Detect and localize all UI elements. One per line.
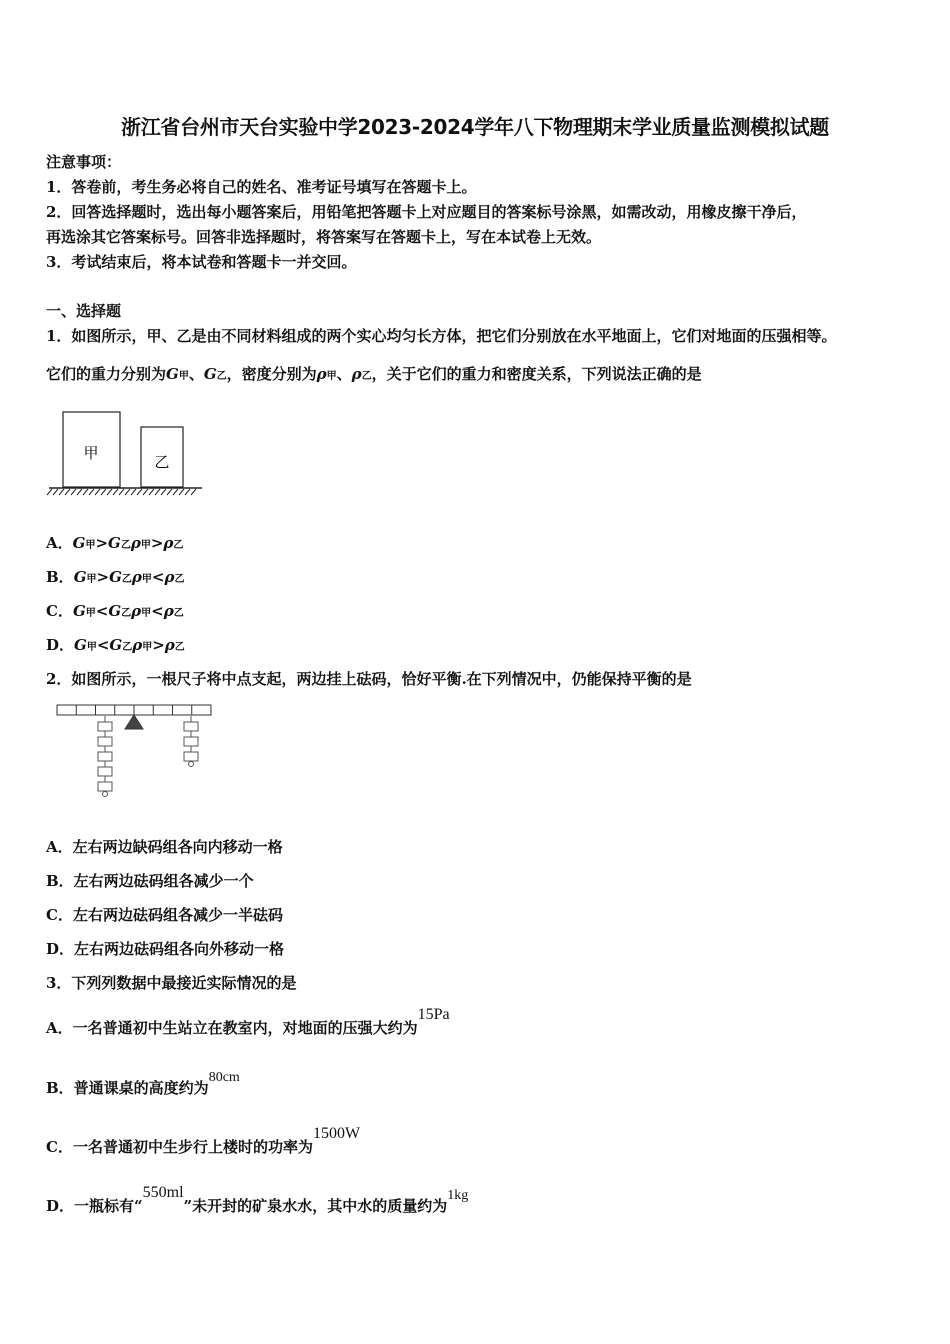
hatch-mark <box>137 489 142 495</box>
weight-block <box>184 722 198 731</box>
weight-block <box>98 737 112 746</box>
q3-option-b[interactable]: B．普通课桌的高度约为80cm <box>46 1070 240 1097</box>
block-yi-label: 乙 <box>154 453 170 471</box>
q2-stem: 2．如图所示，一根尺子将中点支起，两边挂上砝码，恰好平衡.在下列情况中，仍能保持平衡的是 <box>46 670 692 688</box>
hatch-mark <box>167 489 172 495</box>
q3-option-a[interactable]: A．一名普通初中生站立在教室内，对地面的压强大约为15Pa <box>46 1006 450 1037</box>
notice-item-2-cont: 再选涂其它答案标号。回答非选择题时，将答案写在答题卡上，写在本试卷上无效。 <box>46 228 602 246</box>
notice-item-2: 2．回答选择题时，选出每小题答案后，用铅笔把答题卡上对应题目的答案标号涂黑，如需改动，用橡皮擦干净后， <box>46 203 807 221</box>
q3-c-value: 1500W <box>312 1125 361 1142</box>
hatch-mark <box>143 489 148 495</box>
q3-stem: 3．下列列数据中最接近实际情况的是 <box>46 974 297 992</box>
hatch-mark <box>71 489 76 495</box>
hatch-mark <box>155 489 160 495</box>
q3-a-value: 15Pa <box>417 1006 450 1023</box>
hatch-mark <box>101 489 106 495</box>
q2-option-c[interactable]: C．左右两边砝码组各减少一半砝码 <box>46 906 283 924</box>
q1-stem-line2: 它们的重力分别为G甲、G乙，密度分别为ρ甲、ρ乙，关于它们的重力和密度关系，下列说法正确的是 <box>46 365 702 383</box>
hatch-mark <box>47 489 52 495</box>
q1-option-b[interactable]: B．G甲>G乙ρ甲<ρ乙 <box>46 568 185 586</box>
weight-block <box>184 752 198 761</box>
hatch-mark <box>77 489 82 495</box>
q3-b-value: 80cm <box>208 1070 240 1085</box>
q1-stem-line1: 1．如图所示，甲、乙是由不同材料组成的两个实心均匀长方体，把它们分别放在水平地面上，它们对地面的压强相等。 <box>46 327 837 345</box>
q2-option-b[interactable]: B．左右两边砝码组各减少一个 <box>46 872 254 890</box>
hatch-mark <box>161 489 166 495</box>
hatch-mark <box>119 489 124 495</box>
q1-figure <box>44 405 209 500</box>
hatch-mark <box>53 489 58 495</box>
hatch-mark <box>83 489 88 495</box>
q2-option-d[interactable]: D．左右两边砝码组各向外移动一格 <box>46 940 285 958</box>
hatch-mark <box>95 489 100 495</box>
q2-lever-figure <box>52 700 217 800</box>
notice-item-1: 1．答卷前，考生务必将自己的姓名、准考证号填写在答题卡上。 <box>46 178 477 196</box>
q3-option-d[interactable]: D．一瓶标有“550ml”未开封的矿泉水水，其中水的质量约为1kg <box>46 1184 469 1215</box>
weight-end <box>103 792 108 797</box>
weight-block <box>98 752 112 761</box>
ground-hatch <box>47 489 196 495</box>
q3-d-value-mass: 1kg <box>447 1188 469 1203</box>
hatch-mark <box>179 489 184 495</box>
hatch-mark <box>89 489 94 495</box>
hatch-mark <box>173 489 178 495</box>
right-weights <box>184 716 198 767</box>
page-title: 浙江省台州市天台实验中学2023-2024学年八下物理期末学业质量监测模拟试题 <box>121 115 829 139</box>
weight-block <box>98 722 112 731</box>
weight-block <box>98 767 112 776</box>
left-weights <box>98 716 112 797</box>
weight-end <box>189 762 194 767</box>
q1-option-c[interactable]: C．G甲<G乙ρ甲<ρ乙 <box>46 602 184 620</box>
notice-item-3: 3．考试结束后，将本试卷和答题卡一并交回。 <box>46 253 357 271</box>
q1-option-a[interactable]: A．G甲>G乙ρ甲>ρ乙 <box>46 534 184 552</box>
hatch-mark <box>107 489 112 495</box>
q2-option-a[interactable]: A．左右两边缺码组各向内移动一格 <box>46 838 283 856</box>
hatch-mark <box>149 489 154 495</box>
q1-option-d[interactable]: D．G甲<G乙ρ甲>ρ乙 <box>46 636 185 654</box>
hatch-mark <box>185 489 190 495</box>
hatch-mark <box>191 489 196 495</box>
hatch-mark <box>65 489 70 495</box>
q3-d-value-volume: 550ml <box>142 1184 184 1201</box>
hatch-mark <box>113 489 118 495</box>
notice-heading: 注意事项： <box>46 153 122 171</box>
hatch-mark <box>131 489 136 495</box>
hatch-mark <box>125 489 130 495</box>
q3-option-c[interactable]: C．一名普通初中生步行上楼时的功率为1500W <box>46 1125 361 1156</box>
hatch-mark <box>59 489 64 495</box>
weight-block <box>184 737 198 746</box>
section-heading: 一、选择题 <box>46 302 122 320</box>
block-jia-label: 甲 <box>83 444 99 462</box>
weight-block <box>98 782 112 791</box>
fulcrum <box>125 715 143 729</box>
